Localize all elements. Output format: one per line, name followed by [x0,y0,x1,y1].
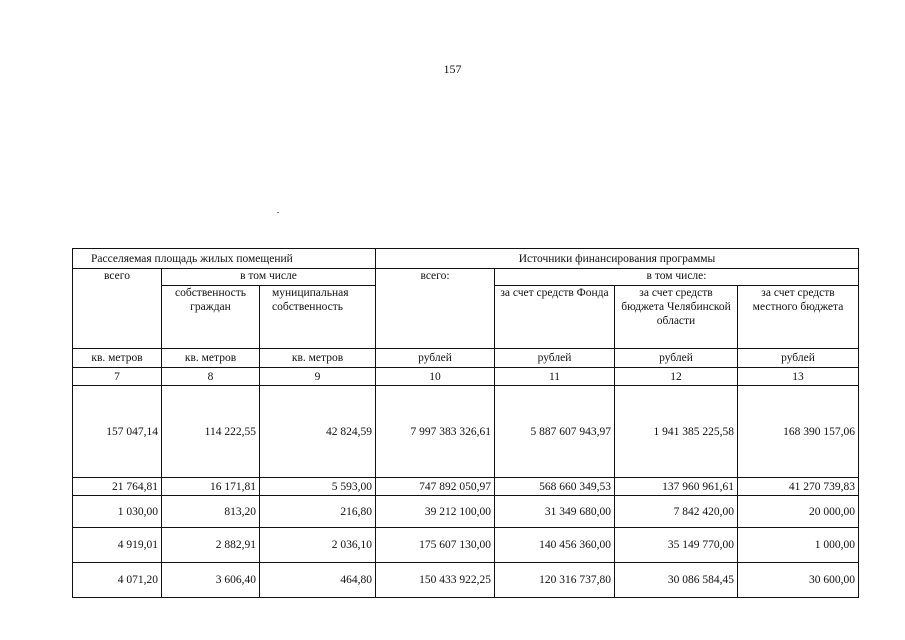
column-number: 7 [73,368,162,386]
column-number: 13 [738,368,859,386]
table-cell: 5 887 607 943,97 [495,386,615,478]
table-cell: 813,20 [162,496,260,528]
municipal-property-header: муниципальная собственность [260,286,376,349]
table-cell: 5 593,00 [260,478,376,496]
column-number: 9 [260,368,376,386]
table-cell: 2 882,91 [162,528,260,563]
table-cell: 216,80 [260,496,376,528]
table-cell: 42 824,59 [260,386,376,478]
table-cell: 2 036,10 [260,528,376,563]
table-cell: 747 892 050,97 [376,478,495,496]
fund-header: за счет средств Фонда [495,286,615,349]
column-number: 10 [376,368,495,386]
including-financing-header: в том числе: [495,269,859,286]
table-cell: 1 941 385 225,58 [615,386,738,478]
financing-group-header: Источники финансирования программы [376,249,859,269]
page-number: 157 [443,62,462,76]
table-cell: 31 349 680,00 [495,496,615,528]
table-cell: 120 316 737,80 [495,563,615,598]
local-budget-header: за счет средств местного бюджета [738,286,859,349]
table-cell: 1 000,00 [738,528,859,563]
scan-speck [277,212,279,213]
financing-table [72,248,859,598]
column-number-row [73,368,859,386]
table-cell: 41 270 739,83 [738,478,859,496]
table-cell: 464,80 [260,563,376,598]
units-row [73,349,859,368]
table-cell: 114 222,55 [162,386,260,478]
unit-cell: рублей [495,349,615,368]
table-cell: 20 000,00 [738,496,859,528]
table-cell: 30 086 584,45 [615,563,738,598]
table-cell: 157 047,14 [73,386,162,478]
table-row [73,478,859,496]
column-number: 11 [495,368,615,386]
table-cell: 568 660 349,53 [495,478,615,496]
unit-cell: кв. метров [260,349,376,368]
subgroup-header-row [73,269,859,286]
total-financing-header: всего: [376,269,495,349]
table-cell: 3 606,40 [162,563,260,598]
table-cell: 140 456 360,00 [495,528,615,563]
table-cell: 16 171,81 [162,478,260,496]
table-cell: 4 919,01 [73,528,162,563]
column-number: 8 [162,368,260,386]
table-cell: 175 607 130,00 [376,528,495,563]
group-header-row [73,249,859,269]
unit-cell: рублей [738,349,859,368]
unit-cell: кв. метров [73,349,162,368]
table-cell: 168 390 157,06 [738,386,859,478]
column-number: 12 [615,368,738,386]
table-row [73,563,859,598]
unit-cell: кв. метров [162,349,260,368]
table-cell: 39 212 100,00 [376,496,495,528]
table-cell: 35 149 770,00 [615,528,738,563]
table-cell: 1 030,00 [73,496,162,528]
citizens-property-header: собственность граждан [162,286,260,349]
table-row [73,496,859,528]
table-cell: 21 764,81 [73,478,162,496]
regional-budget-header: за счет средств бюджета Челябинской области [615,286,738,349]
table-cell: 30 600,00 [738,563,859,598]
table-cell: 4 071,20 [73,563,162,598]
total-area-header: всего [73,269,162,349]
table-cell: 7 997 383 326,61 [376,386,495,478]
table-row [73,386,859,478]
table-cell: 137 960 961,61 [615,478,738,496]
unit-cell: рублей [615,349,738,368]
unit-cell: рублей [376,349,495,368]
table-row [73,528,859,563]
area-group-header: Расселяемая площадь жилых помещений [73,249,376,269]
including-area-header: в том числе [162,269,376,286]
table-cell: 7 842 420,00 [615,496,738,528]
table-cell: 150 433 922,25 [376,563,495,598]
